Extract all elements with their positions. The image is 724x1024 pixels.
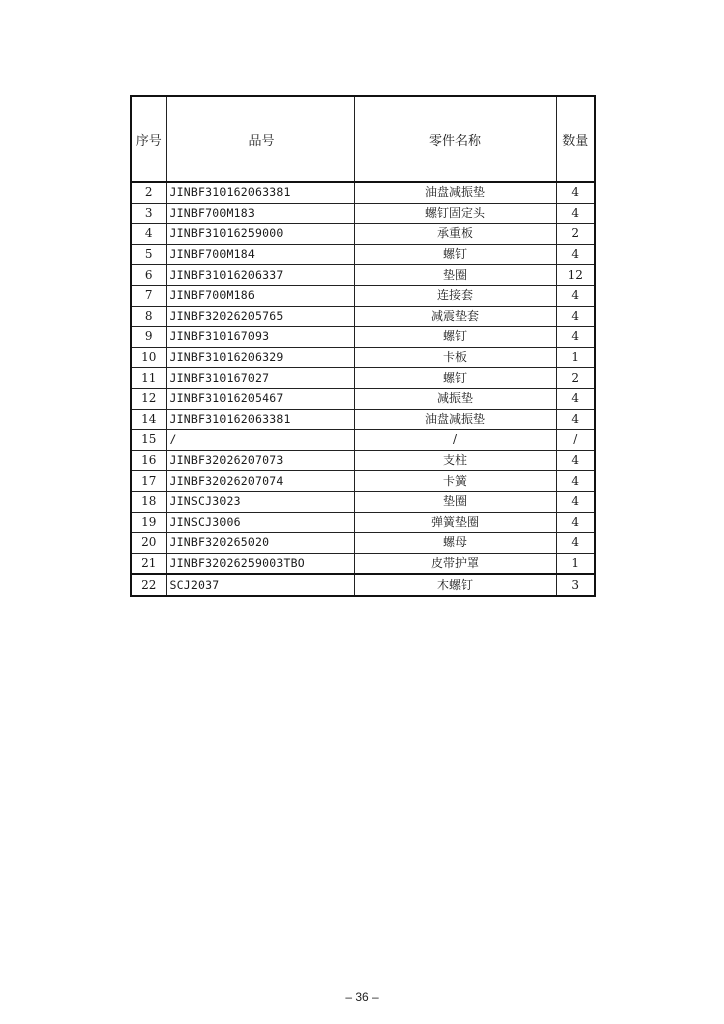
cell-part-name: 减振垫 — [354, 388, 556, 409]
cell-part-number: JINBF31016259000 — [166, 224, 354, 245]
cell-quantity: 2 — [556, 224, 595, 245]
cell-quantity: 4 — [556, 471, 595, 492]
table-row — [131, 306, 595, 327]
cell-part-number: JINBF700M183 — [166, 203, 354, 224]
cell-quantity: 4 — [556, 491, 595, 512]
table-row — [131, 512, 595, 533]
cell-part-number: JINBF31016206337 — [166, 265, 354, 286]
cell-quantity: 4 — [556, 409, 595, 430]
table-row — [131, 244, 595, 265]
table-row — [131, 409, 595, 430]
page-number: – 36 – — [345, 990, 379, 1004]
cell-quantity: 3 — [556, 574, 595, 596]
table-row — [131, 368, 595, 389]
cell-part-number: JINBF32026207073 — [166, 450, 354, 471]
table-row — [131, 491, 595, 512]
table-row — [131, 347, 595, 368]
cell-part-number: JINSCJ3023 — [166, 491, 354, 512]
cell-seq: 2 — [131, 182, 166, 203]
table-row — [131, 388, 595, 409]
cell-seq: 5 — [131, 244, 166, 265]
table-row — [131, 471, 595, 492]
header-part-number: 品号 — [166, 96, 354, 182]
cell-part-name: 承重板 — [354, 224, 556, 245]
cell-seq: 19 — [131, 512, 166, 533]
cell-quantity: 4 — [556, 327, 595, 348]
table-row — [131, 265, 595, 286]
cell-part-name: 卡板 — [354, 347, 556, 368]
header-quantity: 数量 — [556, 96, 595, 182]
cell-part-number: JINBF32026259003TBO — [166, 553, 354, 574]
table-body — [131, 182, 595, 596]
cell-seq: 4 — [131, 224, 166, 245]
cell-part-name: 卡簧 — [354, 471, 556, 492]
header-row — [131, 96, 595, 182]
cell-part-name: 弹簧垫圈 — [354, 512, 556, 533]
cell-seq: 22 — [131, 574, 166, 596]
cell-seq: 8 — [131, 306, 166, 327]
cell-part-name: 油盘减振垫 — [354, 182, 556, 203]
cell-part-name: 垫圈 — [354, 491, 556, 512]
cell-part-name: 油盘减振垫 — [354, 409, 556, 430]
table-row — [131, 285, 595, 306]
cell-part-number: JINBF320265020 — [166, 533, 354, 554]
cell-seq: 20 — [131, 533, 166, 554]
cell-part-number: JINBF32026207074 — [166, 471, 354, 492]
parts-table — [130, 95, 596, 597]
cell-quantity: 4 — [556, 244, 595, 265]
cell-part-number: JINBF31016206329 — [166, 347, 354, 368]
cell-seq: 21 — [131, 553, 166, 574]
table-row — [131, 553, 595, 574]
cell-part-number: SCJ2037 — [166, 574, 354, 596]
cell-part-name: 连接套 — [354, 285, 556, 306]
cell-part-name: 螺母 — [354, 533, 556, 554]
cell-quantity: 4 — [556, 512, 595, 533]
cell-quantity: 4 — [556, 285, 595, 306]
header-part-name: 零件名称 — [354, 96, 556, 182]
table-row — [131, 450, 595, 471]
cell-quantity: 2 — [556, 368, 595, 389]
header-seq: 序号 — [131, 96, 166, 182]
table-row — [131, 224, 595, 245]
cell-seq: 14 — [131, 409, 166, 430]
table-row — [131, 182, 595, 203]
cell-seq: 17 — [131, 471, 166, 492]
cell-seq: 18 — [131, 491, 166, 512]
cell-part-number: JINBF310162063381 — [166, 409, 354, 430]
cell-quantity: 12 — [556, 265, 595, 286]
cell-quantity: 4 — [556, 306, 595, 327]
cell-quantity: 4 — [556, 450, 595, 471]
cell-quantity: 4 — [556, 182, 595, 203]
cell-part-name: 螺钉 — [354, 327, 556, 348]
cell-part-name: 螺钉 — [354, 368, 556, 389]
cell-quantity: 4 — [556, 203, 595, 224]
cell-part-name: 螺钉 — [354, 244, 556, 265]
cell-part-number: / — [166, 430, 354, 451]
cell-seq: 3 — [131, 203, 166, 224]
cell-part-name: 减震垫套 — [354, 306, 556, 327]
cell-part-name: 木螺钉 — [354, 574, 556, 596]
table-row — [131, 574, 595, 596]
cell-part-number: JINBF310167093 — [166, 327, 354, 348]
cell-seq: 10 — [131, 347, 166, 368]
table-row — [131, 533, 595, 554]
cell-part-number: JINBF310162063381 — [166, 182, 354, 203]
cell-quantity: 1 — [556, 553, 595, 574]
cell-quantity: 1 — [556, 347, 595, 368]
table-header — [131, 96, 595, 182]
cell-seq: 9 — [131, 327, 166, 348]
cell-quantity: 4 — [556, 533, 595, 554]
cell-seq: 12 — [131, 388, 166, 409]
cell-part-number: JINBF31016205467 — [166, 388, 354, 409]
cell-part-name: / — [354, 430, 556, 451]
table-row — [131, 327, 595, 348]
table-row — [131, 430, 595, 451]
cell-seq: 11 — [131, 368, 166, 389]
cell-part-number: JINBF700M186 — [166, 285, 354, 306]
cell-part-number: JINBF32026205765 — [166, 306, 354, 327]
cell-seq: 6 — [131, 265, 166, 286]
cell-quantity: / — [556, 430, 595, 451]
cell-part-name: 垫圈 — [354, 265, 556, 286]
cell-part-number: JINBF700M184 — [166, 244, 354, 265]
cell-part-name: 螺钉固定头 — [354, 203, 556, 224]
cell-seq: 15 — [131, 430, 166, 451]
cell-seq: 7 — [131, 285, 166, 306]
cell-part-number: JINSCJ3006 — [166, 512, 354, 533]
table-row — [131, 203, 595, 224]
cell-seq: 16 — [131, 450, 166, 471]
cell-part-number: JINBF310167027 — [166, 368, 354, 389]
cell-part-name: 皮带护罩 — [354, 553, 556, 574]
cell-quantity: 4 — [556, 388, 595, 409]
cell-part-name: 支柱 — [354, 450, 556, 471]
